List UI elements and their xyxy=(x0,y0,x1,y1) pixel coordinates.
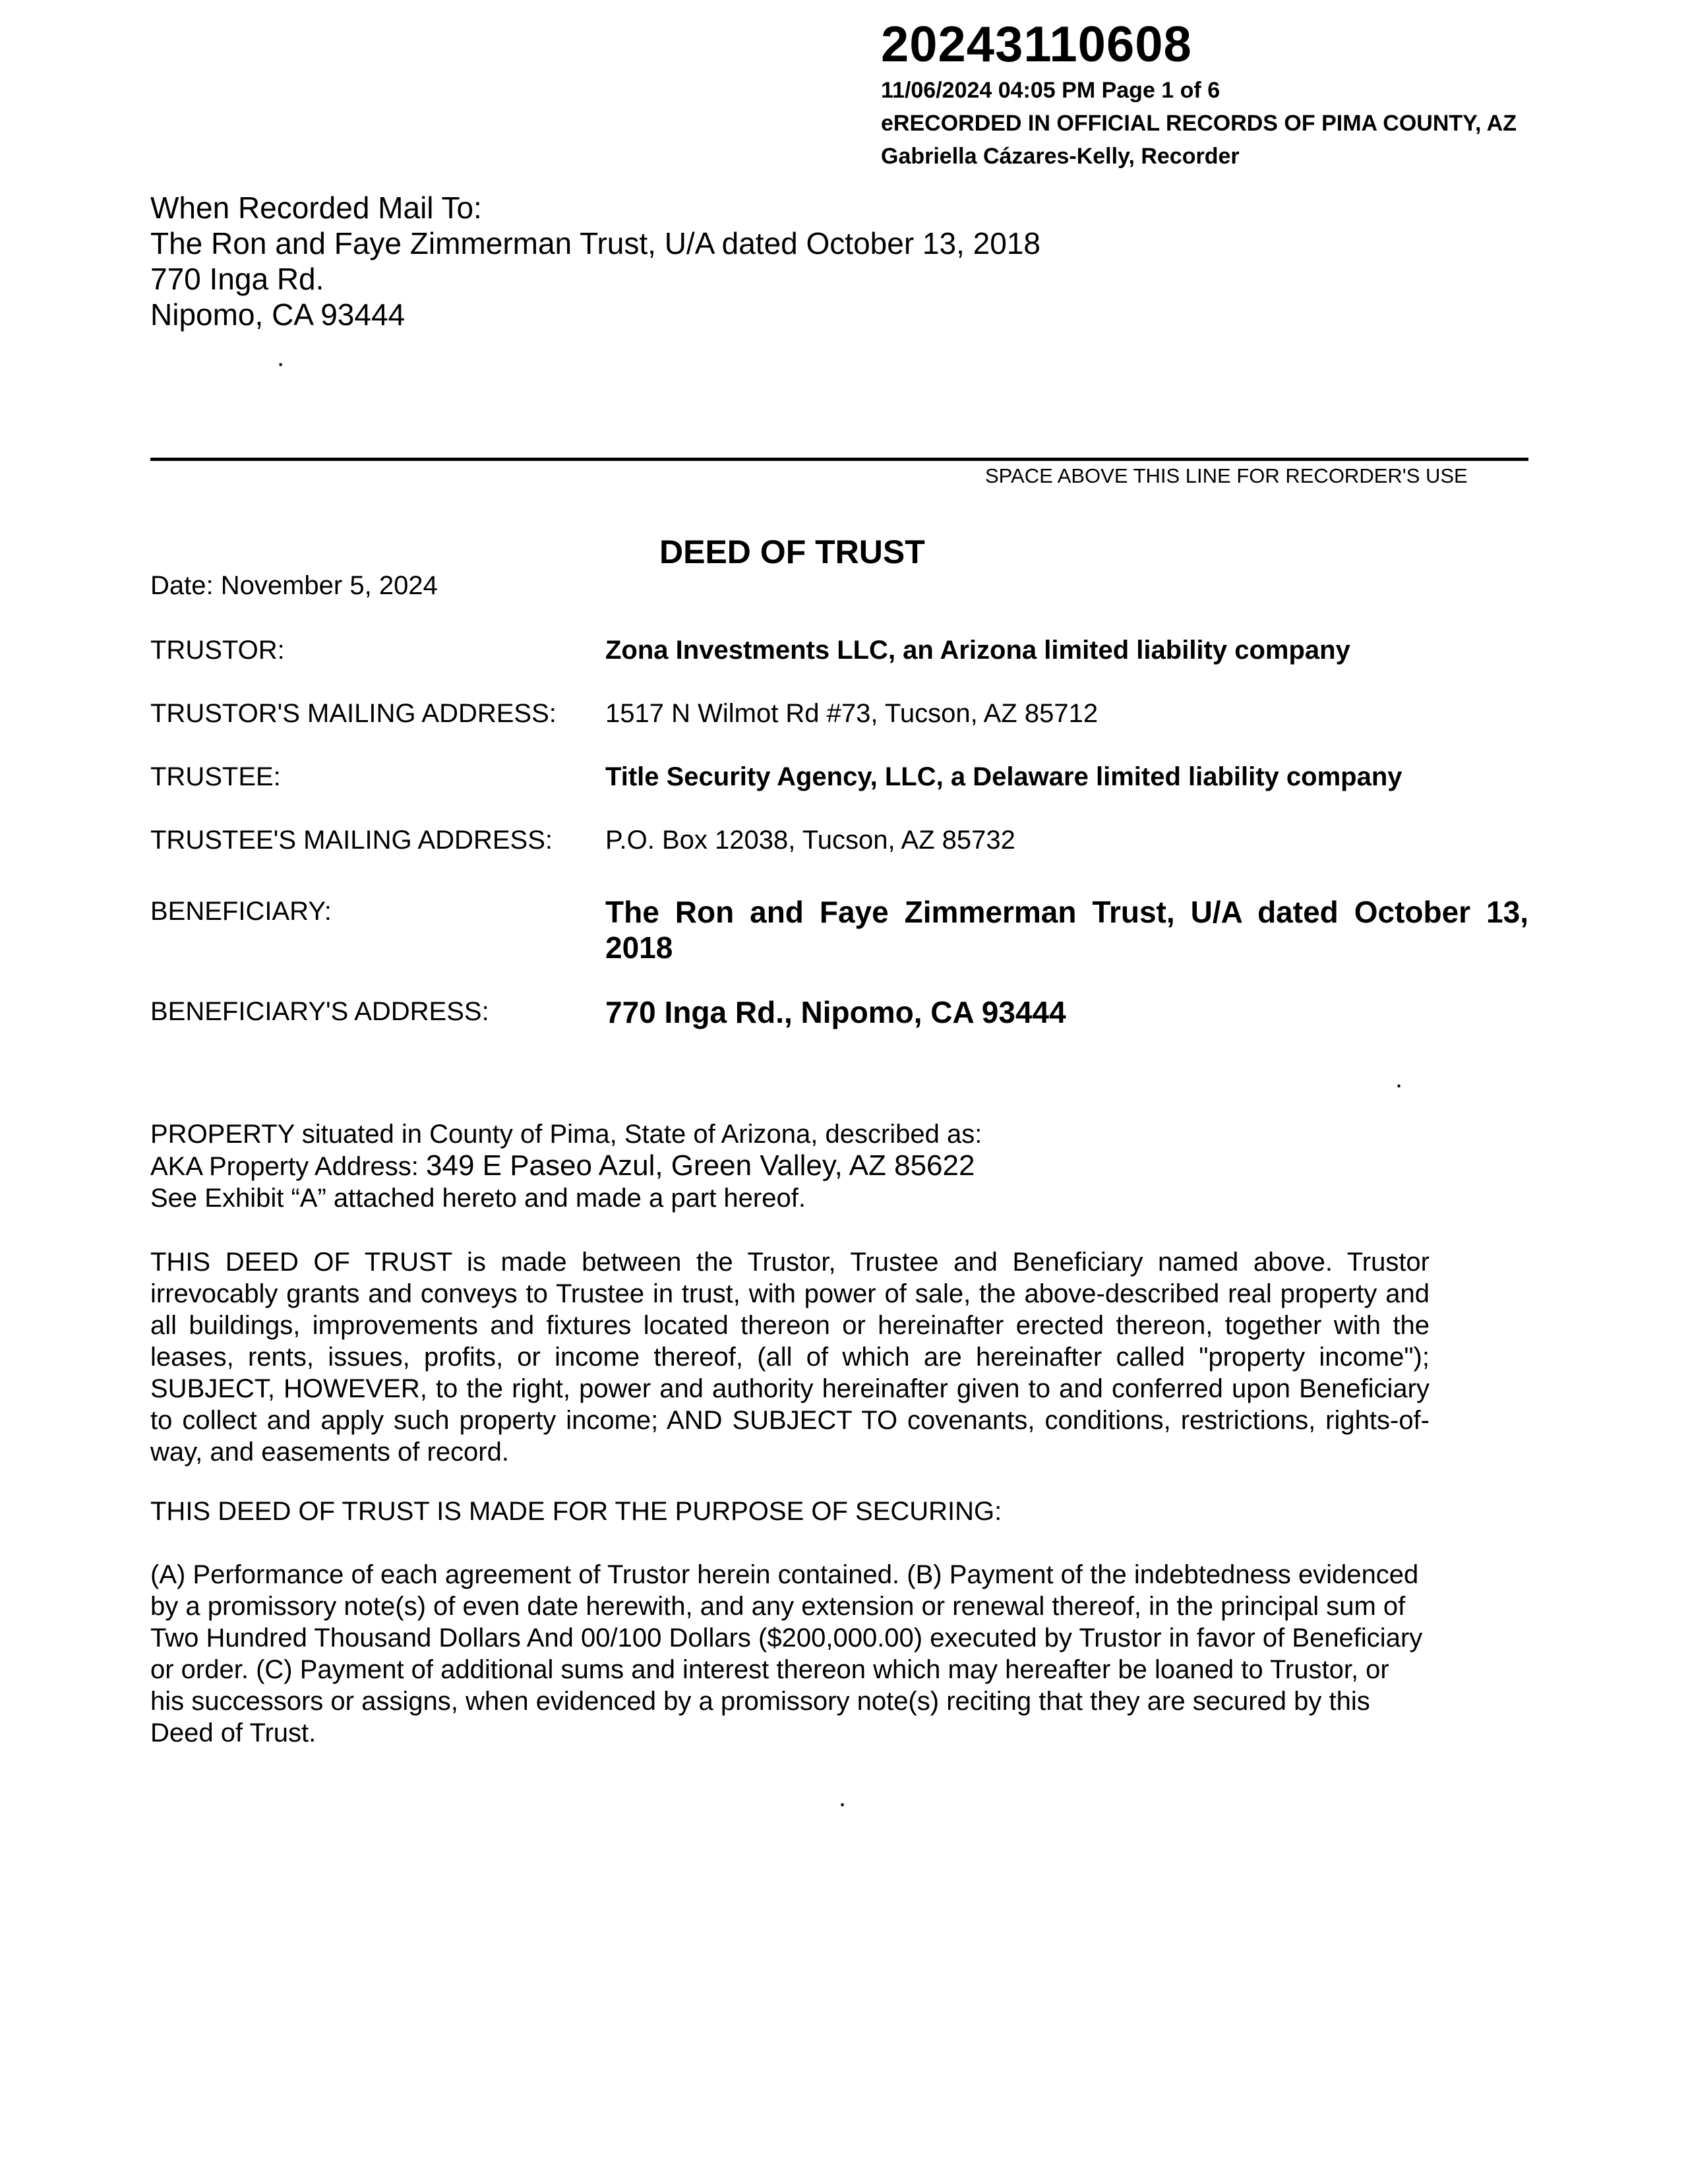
trustee-address-value: P.O. Box 12038, Tucson, AZ 85732 xyxy=(605,826,1015,855)
mail-to-line-2: 770 Inga Rd. xyxy=(150,262,324,296)
trustor-value: Zona Investments LLC, an Arizona limited liability company xyxy=(605,636,1350,665)
aka-address: 349 E Paseo Azul, Green Valley, AZ 85622 xyxy=(426,1149,975,1182)
mail-to-line-3: Nipomo, CA 93444 xyxy=(150,297,406,332)
mail-to-block xyxy=(150,190,1040,332)
property-line-1: PROPERTY situated in County of Pima, State of Arizona, described as: xyxy=(150,1120,982,1149)
recorder-space-note: SPACE ABOVE THIS LINE FOR RECORDER'S USE xyxy=(985,464,1468,487)
trustor-address-label: TRUSTOR'S MAILING ADDRESS: xyxy=(150,699,557,728)
mail-to-heading: When Recorded Mail To: xyxy=(150,191,482,225)
recorder-name: Gabriella Cázares-Kelly, Recorder xyxy=(881,144,1240,169)
beneficiary-address-value: 770 Inga Rd., Nipomo, CA 93444 xyxy=(605,995,1066,1029)
property-block xyxy=(150,1118,982,1214)
mail-to-line-1: The Ron and Faye Zimmerman Trust, U/A dated October 13, 2018 xyxy=(150,226,1040,260)
recorder-divider-line xyxy=(150,458,1528,461)
property-aka-line xyxy=(150,1150,982,1182)
document-date: Date: November 5, 2024 xyxy=(150,571,438,600)
recording-office: eRECORDED IN OFFICIAL RECORDS OF PIMA COUNTY, AZ xyxy=(881,111,1517,136)
beneficiary-value: The Ron and Faye Zimmerman Trust, U/A dated October 13, 2018 xyxy=(605,895,1528,965)
recording-number: 20243110608 xyxy=(881,16,1192,73)
recording-datetime-page: 11/06/2024 04:05 PM Page 1 of 6 xyxy=(881,78,1221,103)
trustee-label: TRUSTEE: xyxy=(150,762,281,791)
beneficiary-address-label: BENEFICIARY'S ADDRESS: xyxy=(150,997,489,1026)
trustee-address-label: TRUSTEE'S MAILING ADDRESS: xyxy=(150,826,553,855)
trustee-value: Title Security Agency, LLC, a Delaware limited liability company xyxy=(605,762,1402,791)
secured-obligations-paragraph: (A) Performance of each agreement of Trustor herein contained. (B) Payment of the indebtedness evidenced by a promissory note(s) of even date herewith, and any extension or renewal thereof, in the principal sum of Two Hundred Thousand Dollars And 00/100 Dollars ($200,000.00) executed by Trustor in favor of Beneficiary or order. (C) Payment of additional sums and interest thereon which may hereafter be loaned to Trustor, or his successors or assigns, when evidenced by a promissory note(s) reciting that they are secured by this Deed of Trust. xyxy=(150,1560,1423,1747)
stray-dot-1: . xyxy=(1395,1064,1403,1093)
grant-paragraph: THIS DEED OF TRUST is made between the Trustor, Trustee and Beneficiary named above. Trustor irrevocably grants and conveys to Trustee in trust, with power of sale, the above-described real property and all buildings, improvements and fixtures located thereon or hereinafter erected thereon, together with the leases, rents, issues, profits, or income thereof, (all of which are hereinafter called "property income"); SUBJECT, HOWEVER, to the right, power and authority hereinafter given to and conferred upon Beneficiary to collect and apply such property income; AND SUBJECT TO covenants, conditions, restrictions, rights-of-way, and easements of record. xyxy=(150,1248,1430,1467)
stray-dot-mailto: . xyxy=(277,343,285,372)
aka-label: AKA Property Address: xyxy=(150,1152,426,1181)
trustor-label: TRUSTOR: xyxy=(150,636,285,665)
stray-dot-2: . xyxy=(839,1783,847,1812)
document-title: DEED OF TRUST xyxy=(659,533,925,570)
purpose-heading: THIS DEED OF TRUST IS MADE FOR THE PURPOSE OF SECURING: xyxy=(150,1497,1002,1526)
beneficiary-label: BENEFICIARY: xyxy=(150,897,332,926)
trustor-address-value: 1517 N Wilmot Rd #73, Tucson, AZ 85712 xyxy=(605,699,1099,728)
property-line-3: See Exhibit “A” attached hereto and made a part hereof. xyxy=(150,1184,806,1213)
